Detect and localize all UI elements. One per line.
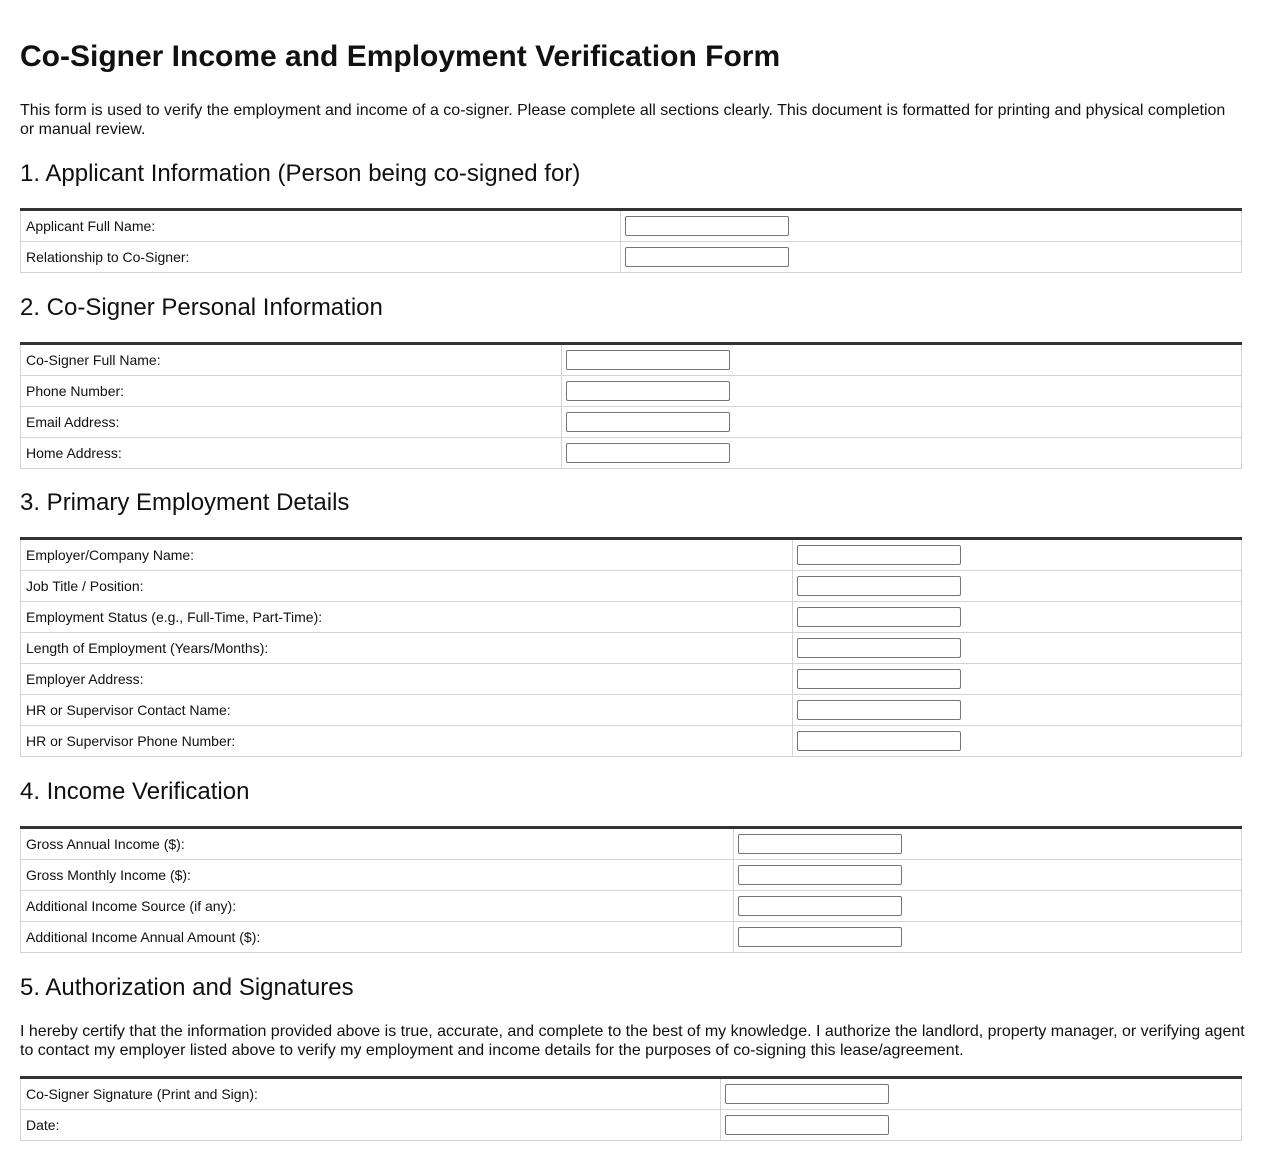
field-label: Additional Income Source (if any): (21, 891, 734, 922)
field-label: Employer Address: (21, 664, 793, 695)
hr-phone-number-input[interactable] (797, 731, 961, 751)
employment-details-table (20, 537, 1242, 757)
table-row (21, 633, 1242, 664)
table-row (21, 407, 1242, 438)
phone-number-input[interactable] (566, 381, 730, 401)
table-row (21, 922, 1242, 953)
field-label: Date: (21, 1110, 721, 1141)
employment-status-input[interactable] (797, 607, 961, 627)
section-heading-employment: 3. Primary Employment Details (20, 489, 350, 516)
section-heading-cosigner: 2. Co-Signer Personal Information (20, 294, 383, 321)
cosigner-signature-input[interactable] (725, 1084, 889, 1104)
table-row (21, 860, 1242, 891)
table-row (21, 571, 1242, 602)
table-row (21, 376, 1242, 407)
table-row (21, 539, 1242, 571)
additional-income-amount-input[interactable] (738, 927, 902, 947)
section-heading-authorization: 5. Authorization and Signatures (20, 974, 354, 1001)
cosigner-info-table (20, 342, 1242, 469)
field-label: Job Title / Position: (21, 571, 793, 602)
form-intro: This form is used to verify the employment and income of a co-signer. Please complete all sections clearly. This document is formatted for printing and physical completion or manual review. (20, 102, 1226, 138)
applicant-info-table (20, 208, 1242, 273)
field-label: Length of Employment (Years/Months): (21, 633, 793, 664)
table-row (21, 695, 1242, 726)
field-label: Home Address: (21, 438, 562, 469)
table-row (21, 1078, 1242, 1110)
field-label: Phone Number: (21, 376, 562, 407)
field-label: Gross Annual Income ($): (21, 828, 734, 860)
applicant-full-name-input[interactable] (625, 216, 789, 236)
email-address-input[interactable] (566, 412, 730, 432)
section-heading-income: 4. Income Verification (20, 778, 250, 805)
relationship-to-cosigner-input[interactable] (625, 247, 789, 267)
employer-address-input[interactable] (797, 669, 961, 689)
field-label: Co-Signer Full Name: (21, 344, 562, 376)
home-address-input[interactable] (566, 443, 730, 463)
income-verification-table (20, 826, 1242, 953)
table-row (21, 891, 1242, 922)
gross-monthly-income-input[interactable] (738, 865, 902, 885)
table-row (21, 664, 1242, 695)
job-title-input[interactable] (797, 576, 961, 596)
length-of-employment-input[interactable] (797, 638, 961, 658)
table-row (21, 726, 1242, 757)
field-label: Employer/Company Name: (21, 539, 793, 571)
table-row (21, 828, 1242, 860)
field-label: Employment Status (e.g., Full-Time, Part-Time): (21, 602, 793, 633)
field-label: Co-Signer Signature (Print and Sign): (21, 1078, 721, 1110)
additional-income-source-input[interactable] (738, 896, 902, 916)
table-row (21, 242, 1242, 273)
page-title: Co-Signer Income and Employment Verification Form (20, 40, 781, 73)
field-label: Relationship to Co-Signer: (21, 242, 621, 273)
field-label: Additional Income Annual Amount ($): (21, 922, 734, 953)
field-label: HR or Supervisor Contact Name: (21, 695, 793, 726)
date-input[interactable] (725, 1115, 889, 1135)
gross-annual-income-input[interactable] (738, 834, 902, 854)
field-label: Email Address: (21, 407, 562, 438)
field-label: Applicant Full Name: (21, 210, 621, 242)
table-row (21, 602, 1242, 633)
signature-table (20, 1076, 1242, 1141)
authorization-statement: I hereby certify that the information provided above is true, accurate, and complete to the best of my knowledge. I authorize the landlord, property manager, or verifying agent to contact my employer listed above to verify my employment and income details for the purposes of co-signing this lease/agreement. (20, 1023, 1245, 1059)
section-heading-applicant: 1. Applicant Information (Person being co-signed for) (20, 160, 581, 187)
hr-contact-name-input[interactable] (797, 700, 961, 720)
field-label: Gross Monthly Income ($): (21, 860, 734, 891)
cosigner-full-name-input[interactable] (566, 350, 730, 370)
employer-name-input[interactable] (797, 545, 961, 565)
table-row (21, 210, 1242, 242)
table-row (21, 344, 1242, 376)
field-label: HR or Supervisor Phone Number: (21, 726, 793, 757)
table-row (21, 1110, 1242, 1141)
table-row (21, 438, 1242, 469)
